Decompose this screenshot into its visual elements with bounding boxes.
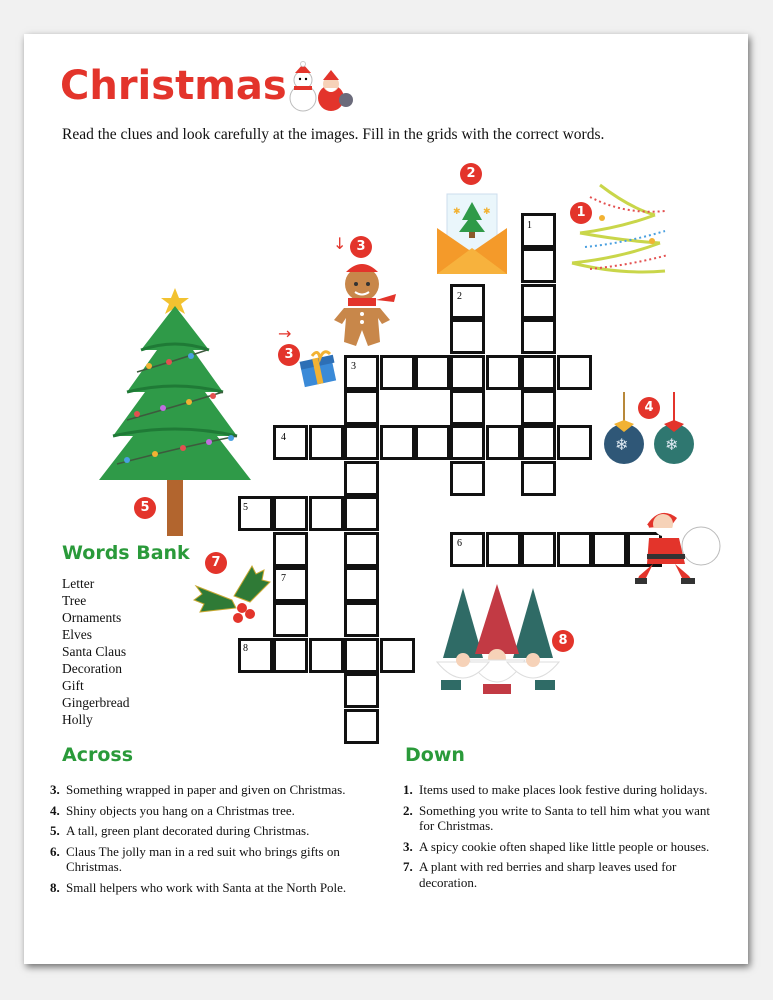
- clue-number: 6.: [50, 843, 60, 859]
- grid-number-8: 8: [243, 643, 248, 654]
- grid-cell[interactable]: [273, 602, 308, 637]
- grid-cell[interactable]: [344, 461, 379, 496]
- gift-icon: [298, 350, 340, 386]
- grid-cell[interactable]: [344, 638, 379, 673]
- grid-cell[interactable]: [521, 532, 556, 567]
- grid-cell[interactable]: [344, 355, 379, 390]
- picture-badge-3-across: 3: [278, 344, 300, 366]
- clue-text: Something wrapped in paper and given on Christmas.: [66, 782, 346, 797]
- clue-text: Claus The jolly man in a red suit who brings gifts on Christmas.: [66, 843, 340, 874]
- grid-cell[interactable]: [450, 390, 485, 425]
- grid-cell[interactable]: [521, 461, 556, 496]
- grid-cell[interactable]: [415, 355, 450, 390]
- grid-cell[interactable]: [380, 355, 415, 390]
- grid-cell[interactable]: [344, 532, 379, 567]
- clue-number: 5.: [50, 823, 60, 838]
- words-bank-title: Words Bank: [62, 542, 190, 564]
- grid-cell[interactable]: [486, 532, 521, 567]
- clue-item: [403, 839, 713, 855]
- grid-number-5: 5: [243, 502, 248, 513]
- grid-cell[interactable]: [344, 602, 379, 637]
- grid-number-2: 2: [457, 291, 462, 302]
- garland-icon: [570, 183, 670, 278]
- svg-text:❄: ❄: [665, 435, 679, 454]
- clue-text: A tall, green plant decorated during Christmas.: [66, 823, 310, 838]
- grid-cell[interactable]: [450, 319, 485, 354]
- word-bank-item: Santa Claus: [62, 644, 127, 659]
- picture-badge-1: 1: [570, 202, 592, 224]
- clue-text: A plant with red berries and sharp leaves used for decoration.: [419, 859, 677, 890]
- word-bank-item: Decoration: [62, 661, 122, 676]
- grid-cell[interactable]: [450, 355, 485, 390]
- clue-number: 3.: [50, 782, 60, 797]
- clue-item: [403, 782, 713, 798]
- word-bank-item: Ornaments: [62, 610, 122, 625]
- clue-number: 3.: [403, 838, 413, 854]
- grid-cell[interactable]: [344, 425, 379, 460]
- gingerbread-icon: [328, 262, 400, 348]
- words-bank-list: [62, 575, 129, 728]
- grid-cell[interactable]: [273, 496, 308, 531]
- clue-item: [50, 823, 350, 839]
- down-title: Down: [405, 744, 465, 766]
- right-arrow-icon: →: [278, 324, 292, 343]
- snowman-santa-icon: [283, 64, 355, 114]
- grid-cell[interactable]: [344, 673, 379, 708]
- grid-cell[interactable]: [309, 496, 344, 531]
- clue-item: [50, 844, 350, 875]
- holly-icon: [192, 556, 274, 626]
- word-bank-item: Elves: [62, 627, 92, 642]
- clue-text: Something you write to Santa to tell him what you want for Christmas.: [419, 802, 711, 833]
- clue-item: [403, 859, 713, 890]
- grid-cell[interactable]: [557, 425, 592, 460]
- word-bank-item: Gift: [62, 678, 84, 693]
- grid-number-1: 1: [527, 220, 532, 231]
- instructions-text: Read the clues and look carefully at the images. Fill in the grids with the correct words.: [62, 126, 605, 143]
- grid-cell[interactable]: [273, 425, 308, 460]
- grid-cell[interactable]: [486, 425, 521, 460]
- word-bank-item: Gingerbread: [62, 695, 130, 710]
- grid-cell[interactable]: [521, 390, 556, 425]
- gnomes-icon: [433, 584, 563, 696]
- grid-cell[interactable]: [415, 425, 450, 460]
- grid-cell[interactable]: [592, 532, 627, 567]
- grid-cell[interactable]: [557, 532, 592, 567]
- grid-cell[interactable]: [309, 638, 344, 673]
- grid-cell[interactable]: [521, 248, 556, 283]
- page-title: Christmas: [60, 63, 287, 109]
- clue-text: Small helpers who work with Santa at the North Pole.: [66, 879, 347, 895]
- grid-cell[interactable]: [450, 461, 485, 496]
- grid-cell[interactable]: [521, 355, 556, 390]
- grid-cell[interactable]: [380, 638, 415, 673]
- grid-number-6: 6: [457, 538, 462, 549]
- across-clues: [50, 782, 350, 900]
- clue-number: 8.: [50, 879, 60, 895]
- clue-item: [403, 803, 713, 834]
- clue-number: 7.: [403, 859, 413, 874]
- svg-text:✱: ✱: [453, 207, 461, 217]
- clue-text: A spicy cookie often shaped like little people or houses.: [419, 838, 710, 854]
- word-bank-item: Holly: [62, 712, 93, 727]
- grid-number-7: 7: [281, 573, 286, 584]
- clue-text: Shiny objects you hang on a Christmas tree.: [66, 802, 295, 818]
- grid-cell[interactable]: [344, 496, 379, 531]
- grid-cell[interactable]: [521, 425, 556, 460]
- down-arrow-icon: ↓: [333, 234, 347, 253]
- svg-text:❄: ❄: [615, 435, 629, 454]
- clue-item: [50, 803, 350, 819]
- grid-cell[interactable]: [344, 709, 379, 744]
- picture-badge-7: 7: [205, 552, 227, 574]
- santa-icon: [635, 498, 721, 586]
- grid-cell[interactable]: [380, 425, 415, 460]
- grid-cell[interactable]: [273, 567, 308, 602]
- grid-number-3: 3: [351, 361, 356, 372]
- clue-item: [50, 880, 350, 896]
- grid-number-4: 4: [281, 432, 286, 443]
- picture-badge-2: 2: [460, 163, 482, 185]
- picture-badge-8: 8: [552, 630, 574, 652]
- svg-text:✱: ✱: [483, 207, 491, 217]
- grid-cell[interactable]: [450, 425, 485, 460]
- grid-cell[interactable]: [309, 425, 344, 460]
- picture-badge-4: 4: [638, 397, 660, 419]
- across-title: Across: [62, 744, 134, 766]
- grid-cell[interactable]: [344, 567, 379, 602]
- word-bank-item: Letter: [62, 576, 95, 591]
- clue-number: 1.: [403, 782, 413, 797]
- grid-cell[interactable]: [557, 355, 592, 390]
- word-bank-item: Tree: [62, 593, 87, 608]
- grid-cell[interactable]: [450, 284, 485, 319]
- grid-cell[interactable]: [521, 319, 556, 354]
- clue-item: [50, 782, 350, 798]
- clue-number: 2.: [403, 802, 413, 818]
- grid-cell[interactable]: [486, 355, 521, 390]
- grid-cell[interactable]: [273, 638, 308, 673]
- picture-badge-5: 5: [134, 497, 156, 519]
- down-clues: [403, 782, 713, 895]
- christmas-tree-icon: [97, 280, 253, 538]
- grid-cell[interactable]: [450, 532, 485, 567]
- picture-badge-3-down: 3: [350, 236, 372, 258]
- grid-cell[interactable]: [344, 390, 379, 425]
- grid-cell[interactable]: [273, 532, 308, 567]
- clue-text: Items used to make places look festive during holidays.: [419, 782, 708, 797]
- clue-number: 4.: [50, 802, 60, 818]
- grid-cell[interactable]: [521, 284, 556, 319]
- envelope-letter-icon: [435, 192, 509, 276]
